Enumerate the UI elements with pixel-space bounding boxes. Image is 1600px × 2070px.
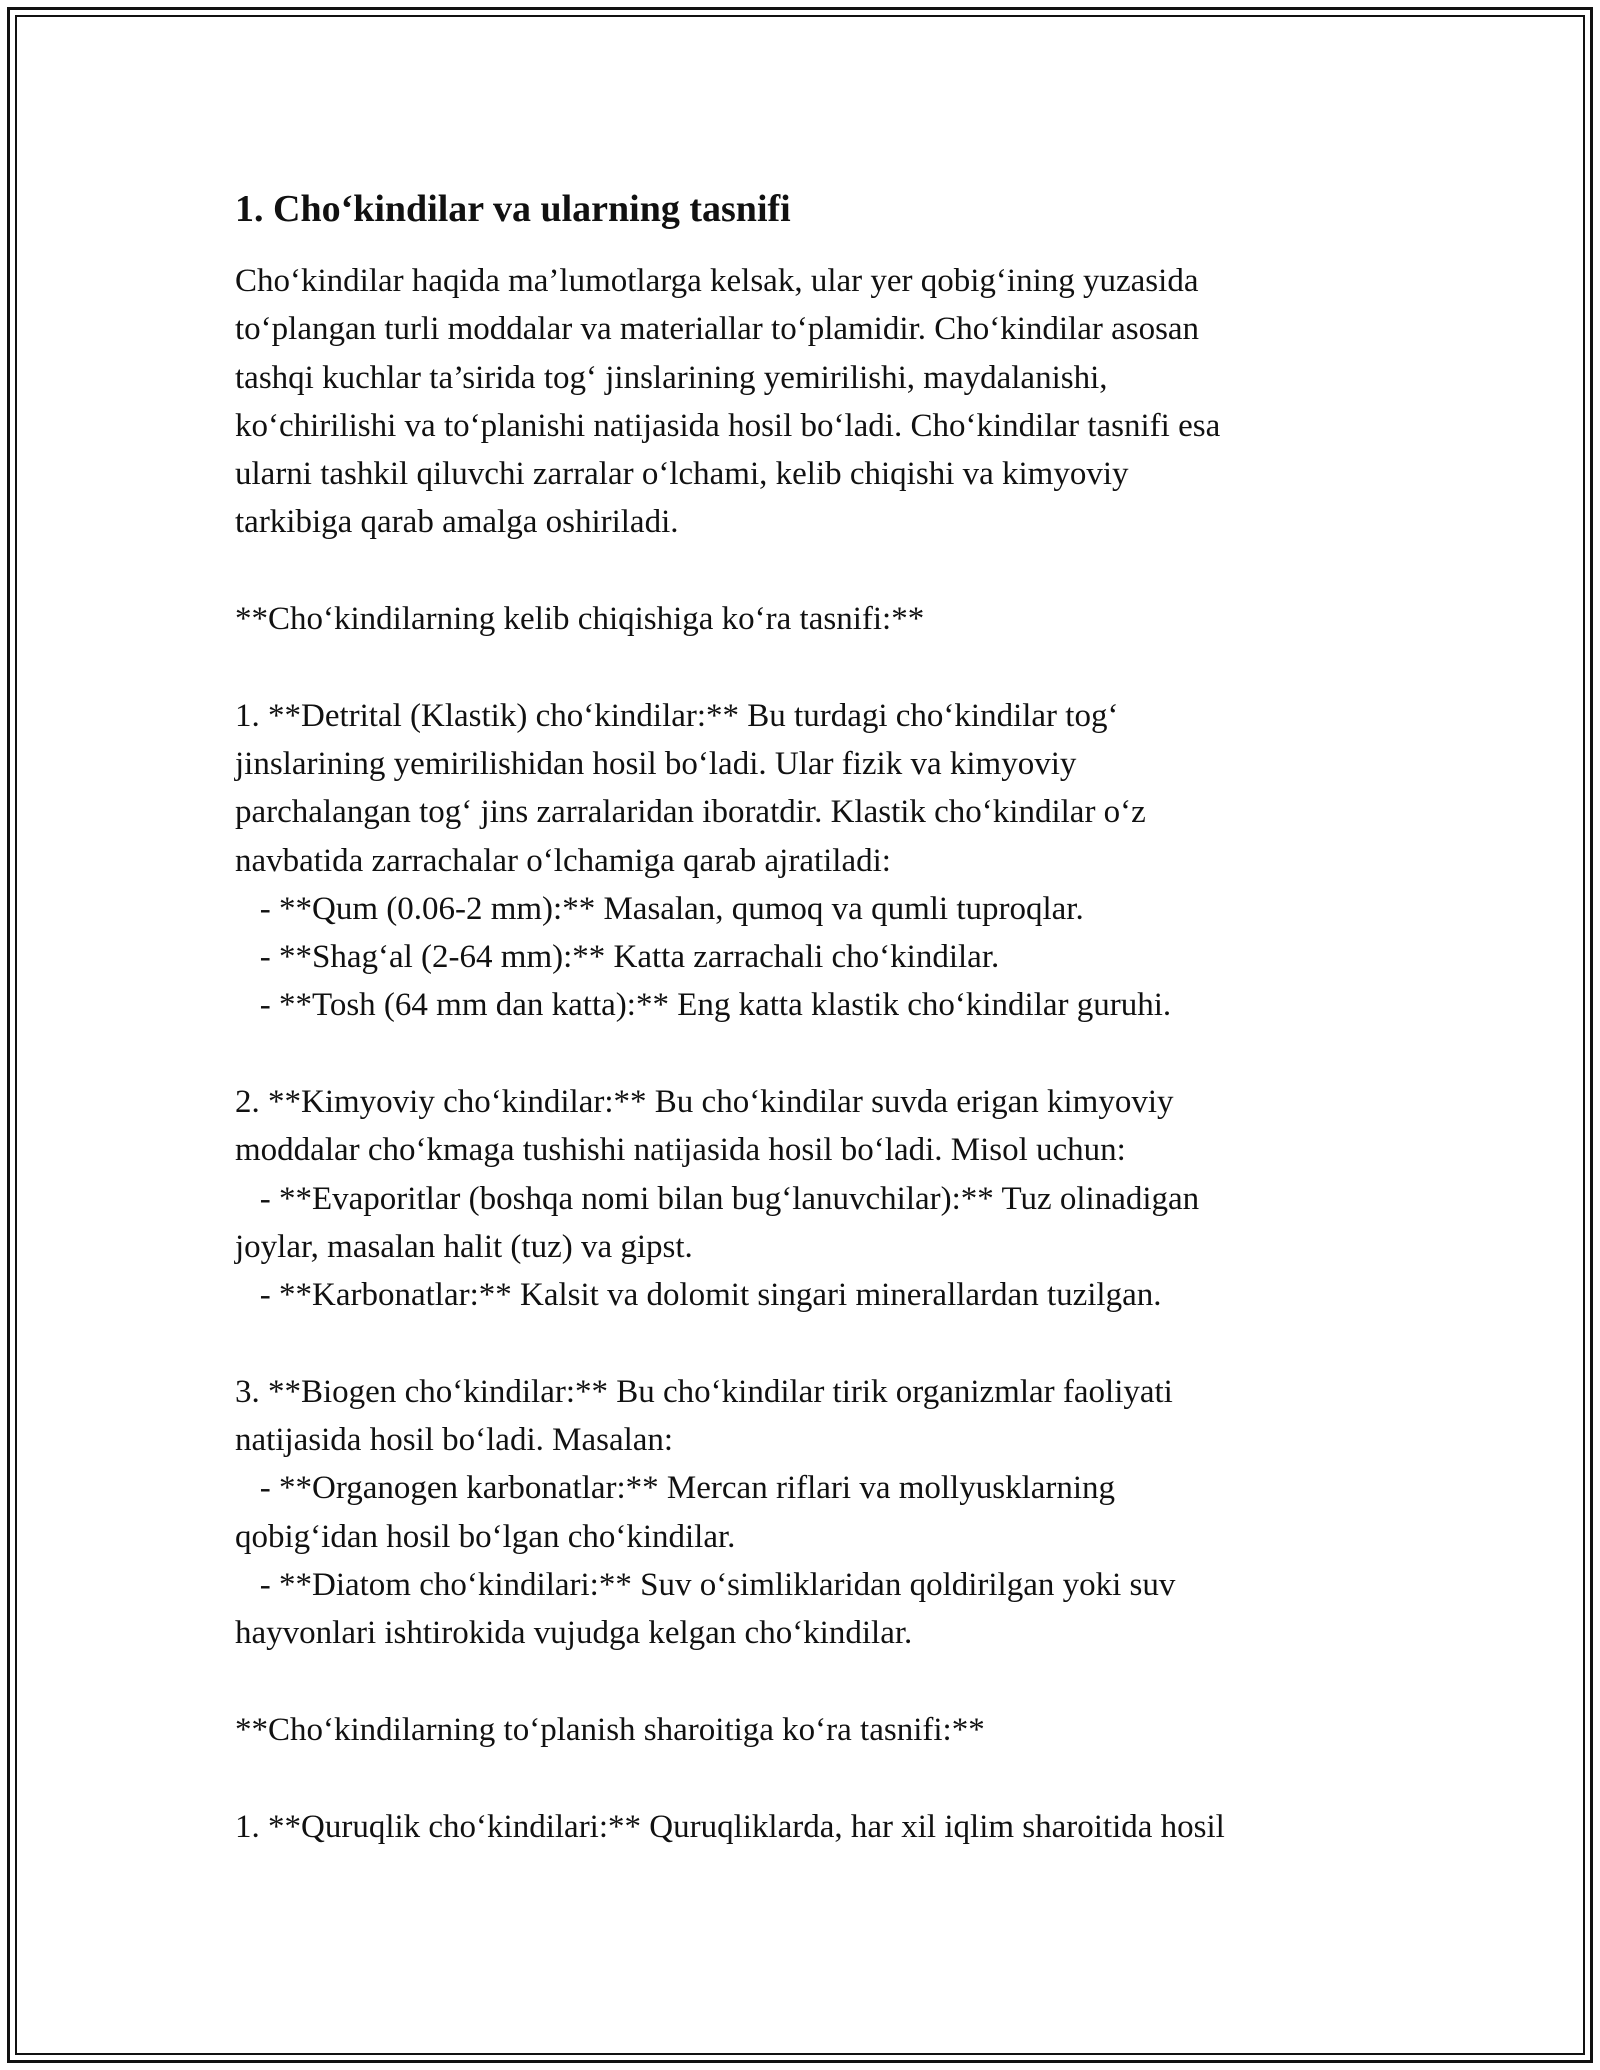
blank-line [235,1658,1365,1706]
text-line: **Cho‘kindilarning kelib chiqishiga ko‘ra tasnifi:** [235,601,925,638]
text-line: Cho‘kindilar haqida ma’lumotlarga kelsak, ular yer qobig‘ining yuzasida [235,263,1199,299]
blank-line [235,1754,1365,1802]
text-line: ko‘chirilishi va to‘planishi natijasida hosil bo‘ladi. Cho‘kindilar tasnifi esa [235,407,1221,444]
text-lines [235,257,1365,1851]
text-line: moddalar cho‘kmaga tushishi natijasida hosil bo‘ladi. Misol uchun: [235,1132,1126,1169]
text-line: - **Tosh (64 mm dan katta):** Eng katta klastik cho‘kindilar guruhi. [235,987,1172,1024]
text-line: hayvonlari ishtirokida vujudga kelgan cho‘kindilar. [235,1615,913,1652]
blank-line [235,1320,1365,1368]
text-line: navbatida zarrachalar o‘lchamiga qarab ajratiladi: [235,842,891,879]
text-line: jinslarining yemirilishidan hosil bo‘ladi. Ular fizik va kimyoviy [235,745,1077,782]
blank-line [235,547,1365,595]
text-line: joylar, masalan halit (tuz) va gipst. [235,1228,693,1265]
text-line: parchalangan tog‘ jins zarralaridan iboratdir. Klastik cho‘kindilar o‘z [235,794,1146,831]
text-line: 3. **Biogen cho‘kindilar:** Bu cho‘kindilar tirik organizmlar faoliyati [235,1373,1173,1410]
text-line: - **Evaporitlar (boshqa nomi bilan bug‘lanuvchilar):** Tuz olinadigan [235,1180,1200,1217]
section-heading: 1. Cho‘kindilar va ularning tasnifi [235,188,791,230]
text-line: ularni tashkil qiluvchi zarralar o‘lchami, kelib chiqishi va kimyoviy [235,456,1129,493]
text-line: - **Shag‘al (2-64 mm):** Katta zarrachali cho‘kindilar. [235,939,1000,976]
document-body [235,185,1365,1851]
blank-line [235,643,1365,691]
text-line: qobig‘idan hosil bo‘lgan cho‘kindilar. [235,1518,736,1555]
text-line: - **Organogen karbonatlar:** Mercan riflari va mollyusklarning [235,1470,1116,1507]
text-line: **Cho‘kindilarning to‘planish sharoitiga ko‘ra tasnifi:** [235,1711,985,1748]
text-line: 1. **Detrital (Klastik) cho‘kindilar:** Bu turdagi cho‘kindilar tog‘ [235,697,1119,734]
text-line: tarkibiga qarab amalga oshiriladi. [235,504,679,541]
text-line: to‘plangan turli moddalar va materiallar to‘plamidir. Cho‘kindilar asosan [235,311,1200,348]
text-line: 2. **Kimyoviy cho‘kindilar:** Bu cho‘kindilar suvda erigan kimyoviy [235,1084,1174,1121]
text-line: natijasida hosil bo‘ladi. Masalan: [235,1422,674,1459]
text-line: - **Karbonatlar:** Kalsit va dolomit singari minerallardan tuzilgan. [235,1277,1162,1314]
text-line: tashqi kuchlar ta’sirida tog‘ jinslarining yemirilishi, maydalanishi, [235,359,1108,396]
text-line: - **Diatom cho‘kindilari:** Suv o‘simliklaridan qoldirilgan yoki suv [235,1567,1176,1604]
text-line: 1. **Quruqlik cho‘kindilari:** Quruqliklarda, har xil iqlim sharoitida hosil [235,1808,1225,1845]
text-line: - **Qum (0.06-2 mm):** Masalan, qumoq va qumli tuproqlar. [235,890,1084,927]
blank-line [235,1030,1365,1078]
